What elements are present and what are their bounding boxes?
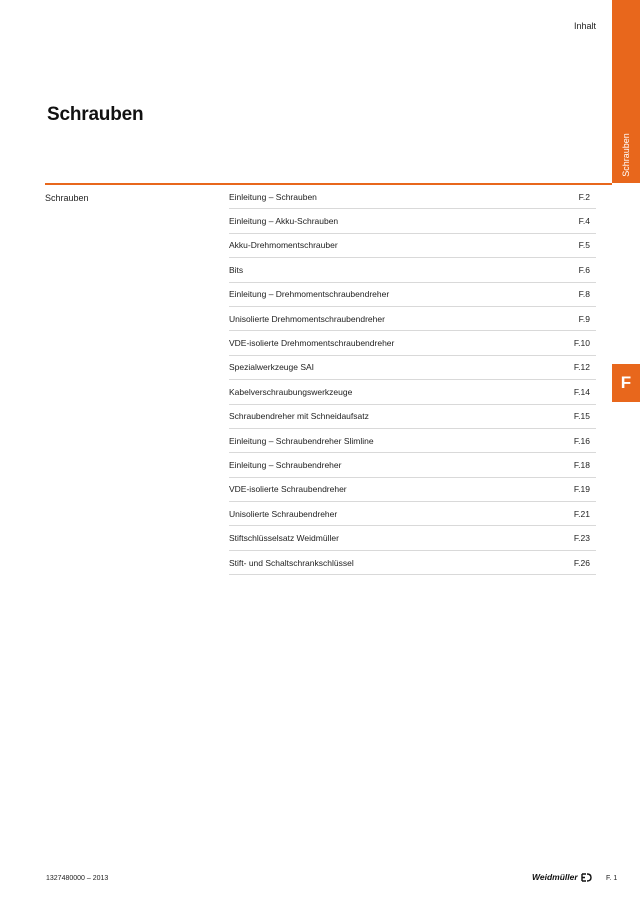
toc-row[interactable] bbox=[229, 209, 596, 233]
toc-title[interactable]: Unisolierte Schraubendreher bbox=[229, 508, 338, 519]
toc-title[interactable]: Akku-Drehmomentschrauber bbox=[229, 240, 338, 251]
side-tab-label: Schrauben bbox=[621, 133, 631, 177]
page-number: F. 1 bbox=[606, 875, 618, 882]
toc-title[interactable]: Spezialwerkzeuge SAI bbox=[229, 362, 315, 373]
side-tab[interactable] bbox=[612, 0, 640, 183]
toc-title[interactable]: Einleitung – Schraubendreher bbox=[229, 459, 342, 470]
toc-title[interactable]: Kabelverschraubungswerkzeuge bbox=[229, 386, 353, 397]
toc-title[interactable]: VDE-isolierte Schraubendreher bbox=[229, 484, 347, 495]
toc-row[interactable] bbox=[229, 405, 596, 429]
toc-title[interactable]: Stiftschlüsselsatz Weidmüller bbox=[229, 533, 339, 544]
toc-page[interactable]: F.10 bbox=[573, 338, 590, 349]
table-of-contents bbox=[229, 185, 596, 575]
toc-page[interactable]: F.19 bbox=[573, 484, 590, 495]
toc-row[interactable] bbox=[229, 356, 596, 380]
section-label: Schrauben bbox=[45, 193, 89, 203]
toc-row[interactable] bbox=[229, 331, 596, 355]
toc-page[interactable]: F.12 bbox=[573, 362, 590, 373]
toc-title[interactable]: Einleitung – Akku-Schrauben bbox=[229, 216, 339, 227]
toc-page[interactable]: F.15 bbox=[573, 411, 590, 422]
toc-page[interactable]: F.6 bbox=[578, 264, 590, 275]
toc-title[interactable]: Bits bbox=[229, 264, 244, 275]
toc-row[interactable] bbox=[229, 380, 596, 404]
toc-page[interactable]: F.5 bbox=[578, 240, 590, 251]
toc-page[interactable]: F.26 bbox=[573, 557, 590, 568]
toc-row[interactable] bbox=[229, 526, 596, 550]
toc-row[interactable] bbox=[229, 429, 596, 453]
toc-page[interactable]: F.14 bbox=[573, 386, 590, 397]
toc-title[interactable]: Einleitung – Schrauben bbox=[229, 191, 317, 202]
toc-row[interactable] bbox=[229, 478, 596, 502]
toc-title[interactable]: Einleitung – Drehmomentschraubendreher bbox=[229, 289, 390, 300]
weidmueller-logo-icon bbox=[581, 873, 592, 882]
toc-page[interactable]: F.18 bbox=[573, 459, 590, 470]
toc-title[interactable]: Einleitung – Schraubendreher Slimline bbox=[229, 435, 374, 446]
chapter-letter-tab[interactable]: F bbox=[612, 364, 640, 402]
toc-page[interactable]: F.23 bbox=[573, 533, 590, 544]
toc-row[interactable] bbox=[229, 234, 596, 258]
toc-row[interactable] bbox=[229, 258, 596, 282]
toc-page[interactable]: F.16 bbox=[573, 435, 590, 446]
document-code: 1327480000 – 2013 bbox=[46, 875, 109, 882]
toc-row[interactable] bbox=[229, 502, 596, 526]
toc-page[interactable]: F.4 bbox=[578, 216, 590, 227]
page-title: Schrauben bbox=[47, 104, 144, 125]
toc-row[interactable] bbox=[229, 453, 596, 477]
toc-title[interactable]: Schraubendreher mit Schneidaufsatz bbox=[229, 411, 369, 422]
toc-page[interactable]: F.21 bbox=[573, 508, 590, 519]
toc-title[interactable]: Stift- und Schaltschrankschlüssel bbox=[229, 557, 354, 568]
toc-row[interactable] bbox=[229, 283, 596, 307]
toc-page[interactable]: F.8 bbox=[578, 289, 590, 300]
toc-row[interactable] bbox=[229, 551, 596, 575]
toc-page[interactable]: F.9 bbox=[578, 313, 590, 324]
toc-title[interactable]: VDE-isolierte Drehmomentschraubendreher bbox=[229, 338, 395, 349]
toc-row[interactable] bbox=[229, 307, 596, 331]
brand-name: Weidmüller bbox=[532, 872, 578, 882]
toc-title[interactable]: Unisolierte Drehmomentschraubendreher bbox=[229, 313, 385, 324]
toc-page[interactable]: F.2 bbox=[578, 191, 590, 202]
toc-row[interactable] bbox=[229, 185, 596, 209]
header-label: Inhalt bbox=[573, 21, 596, 31]
brand-logo bbox=[532, 872, 592, 882]
